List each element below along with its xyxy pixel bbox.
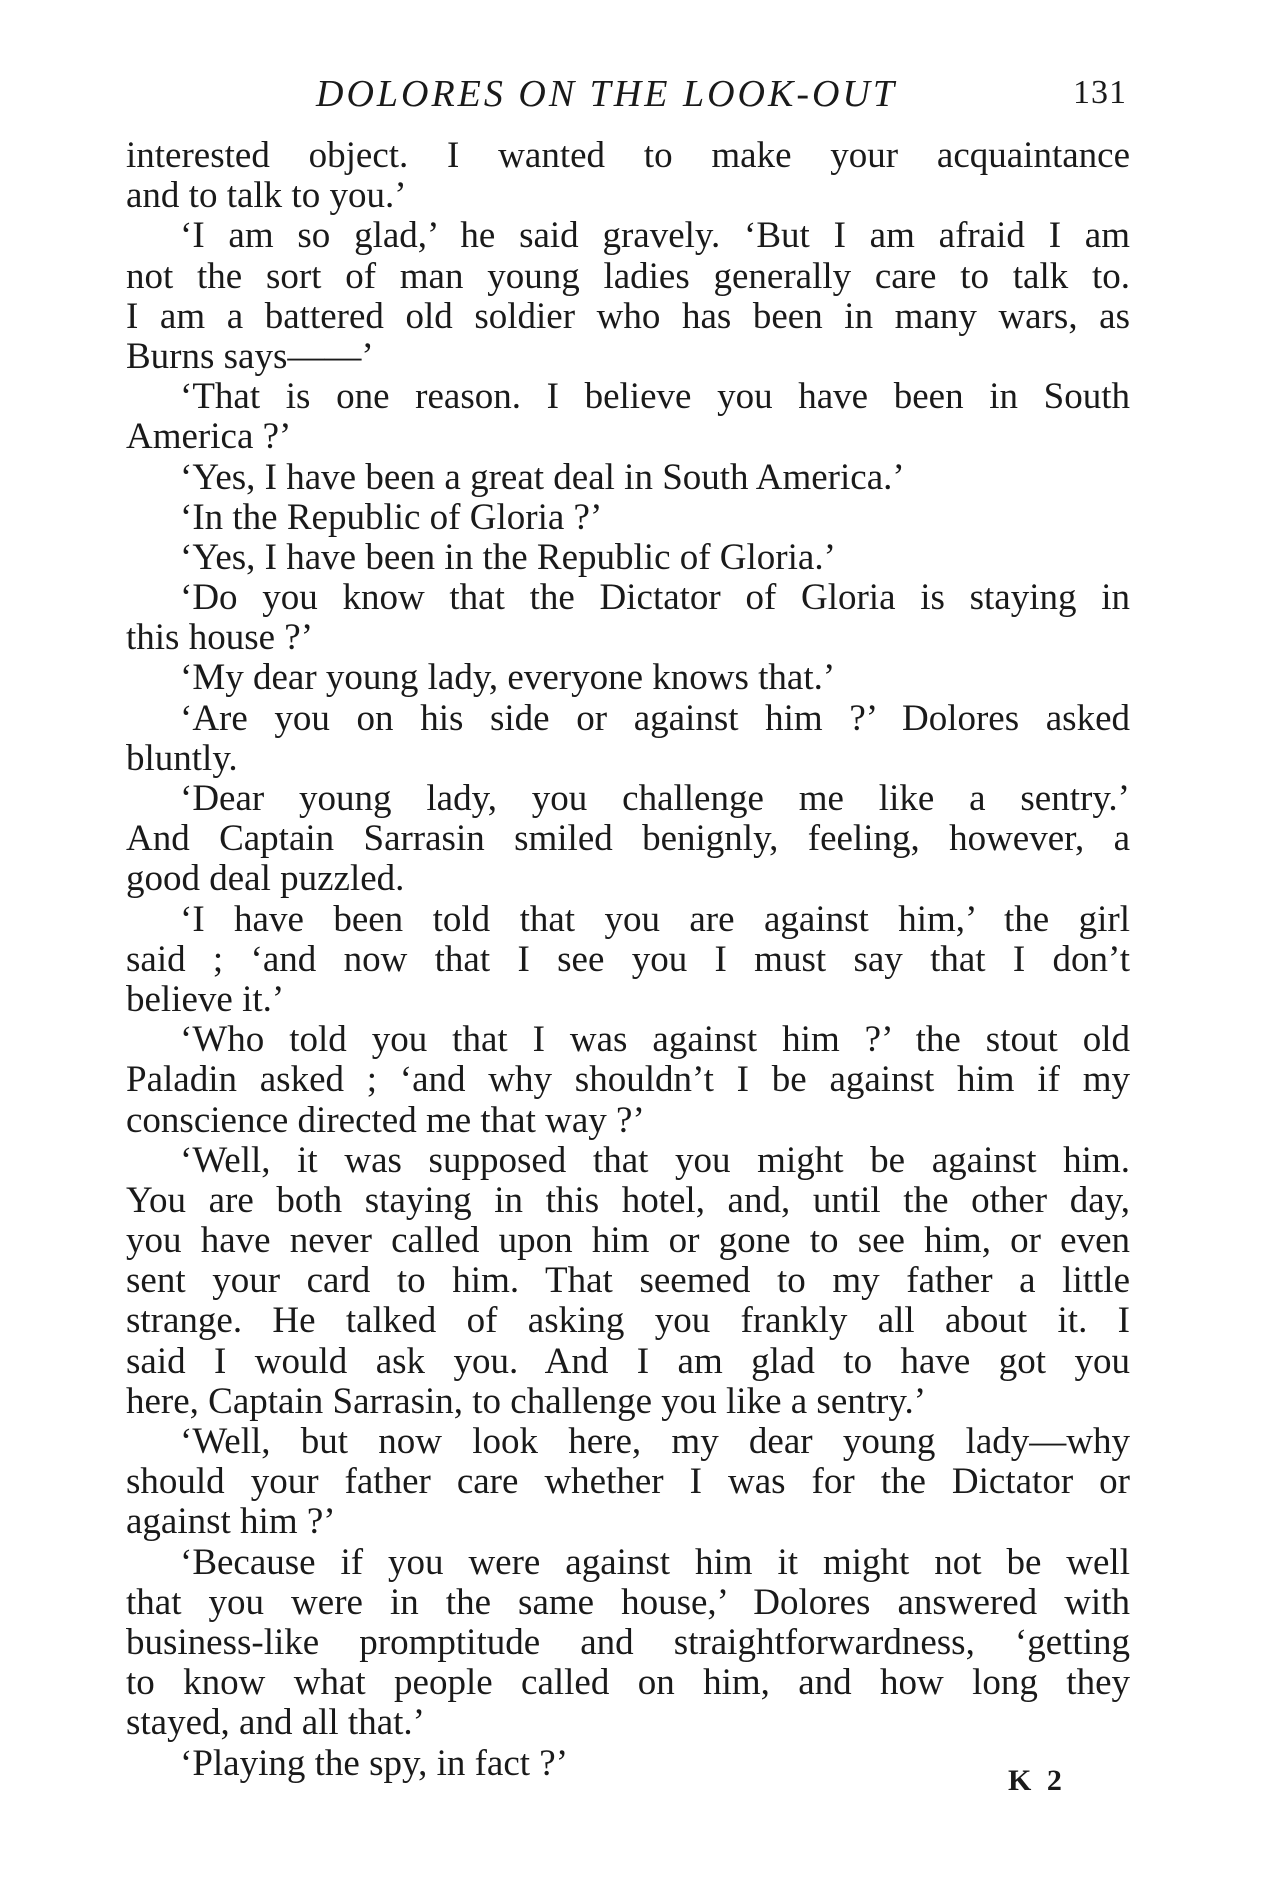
- text-line: ‘Because if you were against him it might not be well: [180, 1541, 1130, 1583]
- text-line: against him ?’: [126, 1501, 336, 1543]
- text-line: I am a battered old soldier who has been in many wars, as: [126, 295, 1130, 337]
- text-line: business-like promptitude and straightforwardness, ‘getting: [126, 1621, 1130, 1663]
- body-text: [126, 136, 1130, 1784]
- text-line: ‘Do you know that the Dictator of Gloria is staying in: [180, 577, 1130, 619]
- text-line: ‘My dear young lady, everyone knows that.’: [180, 657, 836, 699]
- text-line: ‘I am so glad,’ he said gravely. ‘But I am afraid I am: [180, 215, 1130, 257]
- text-line: not the sort of man young ladies generally care to talk to.: [126, 255, 1130, 297]
- text-line: ‘I have been told that you are against him,’ the girl: [180, 898, 1130, 940]
- text-line: you have never called upon him or gone to see him, or even: [126, 1220, 1130, 1262]
- text-line: to know what people called on him, and how long they: [126, 1662, 1130, 1704]
- text-line: ‘Who told you that I was against him ?’ the stout old: [180, 1019, 1130, 1061]
- running-title: DOLORES ON THE LOOK-OUT: [316, 73, 897, 115]
- text-line: interested object. I wanted to make your acquaintance: [126, 135, 1130, 176]
- text-line: ‘Yes, I have been in the Republic of Gloria.’: [180, 536, 836, 578]
- text-line: ‘In the Republic of Gloria ?’: [180, 496, 603, 538]
- text-line: strange. He talked of asking you frankly all about it. I: [126, 1300, 1130, 1342]
- text-line: Burns says——’: [126, 335, 374, 377]
- text-line: You are both staying in this hotel, and, until the other day,: [126, 1179, 1130, 1221]
- text-line: this house ?’: [126, 617, 314, 659]
- text-line: conscience directed me that way ?’: [126, 1099, 645, 1141]
- text-line: that you were in the same house,’ Dolores answered with: [126, 1581, 1130, 1623]
- text-line: stayed, and all that.’: [126, 1702, 425, 1744]
- text-line: good deal puzzled.: [126, 858, 405, 900]
- text-line: here, Captain Sarrasin, to challenge you like a sentry.’: [126, 1380, 927, 1422]
- text-line: sent your card to him. That seemed to my father a little: [126, 1260, 1130, 1302]
- signature-mark: K 2: [1008, 1764, 1066, 1797]
- text-line: ‘Dear young lady, you challenge me like a sentry.’: [180, 778, 1130, 819]
- text-line: Paladin asked ; ‘and why shouldn’t I be against him if my: [126, 1059, 1130, 1101]
- page-number: 131: [1073, 74, 1127, 111]
- running-head: [0, 72, 1282, 132]
- text-line: ‘Yes, I have been a great deal in South America.’: [180, 456, 905, 498]
- text-line: bluntly.: [126, 737, 238, 779]
- text-line: ‘Well, it was supposed that you might be against him.: [180, 1139, 1130, 1181]
- text-line: ‘Are you on his side or against him ?’ Dolores asked: [180, 697, 1130, 739]
- text-line: ‘Playing the spy, in fact ?’: [180, 1742, 569, 1784]
- text-line: and to talk to you.’: [126, 175, 407, 217]
- text-line: should your father care whether I was for the Dictator or: [126, 1461, 1130, 1503]
- text-line: believe it.’: [126, 978, 285, 1020]
- text-line: America ?’: [126, 416, 292, 458]
- text-line: ‘Well, but now look here, my dear young lady—why: [180, 1421, 1130, 1462]
- text-line: said I would ask you. And I am glad to have got you: [126, 1340, 1130, 1382]
- text-line: ‘That is one reason. I believe you have been in South: [180, 376, 1130, 418]
- text-line: And Captain Sarrasin smiled benignly, feeling, however, a: [126, 818, 1130, 860]
- text-line: said ; ‘and now that I see you I must say that I don’t: [126, 938, 1130, 980]
